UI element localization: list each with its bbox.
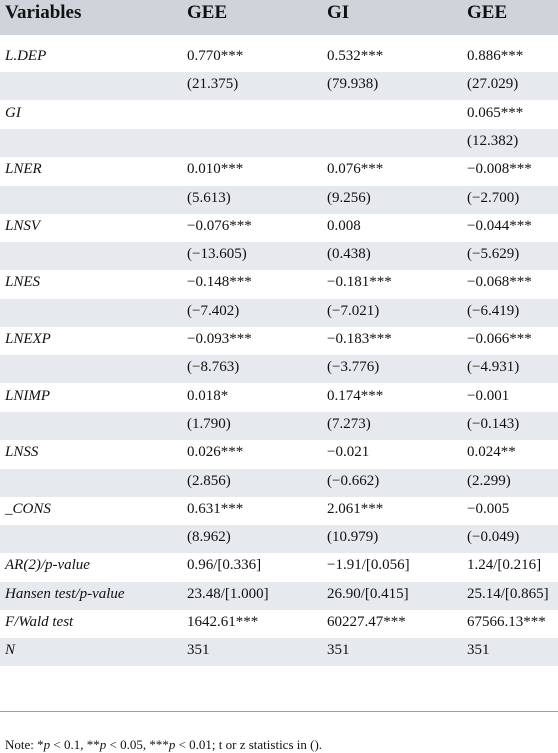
- value-cell: (−0.143): [467, 415, 520, 432]
- header-gi: GI: [327, 2, 350, 23]
- value-cell: 351: [467, 642, 490, 659]
- value-cell: 0.532***: [327, 48, 384, 64]
- value-cell: 0.174***: [327, 387, 384, 404]
- table-row: [0, 469, 558, 497]
- value-cell: (21.375): [187, 76, 239, 93]
- table-note: Note: *p < 0.1, **p < 0.05, ***p < 0.01; t or z statistics in ().: [5, 737, 323, 752]
- value-cell: 0.065***: [467, 104, 524, 121]
- value-cell: −0.068***: [467, 274, 532, 291]
- value-cell: 0.008: [327, 217, 361, 234]
- variable-cell: LNER: [5, 161, 42, 178]
- value-cell: (−0.662): [327, 472, 380, 489]
- value-cell: (−7.021): [327, 302, 380, 319]
- value-cell: (12.382): [467, 132, 519, 149]
- table-row: [0, 186, 558, 214]
- table-row: [0, 44, 558, 72]
- table-row: [0, 384, 558, 412]
- table-row: [0, 72, 558, 100]
- table-row: [0, 327, 558, 355]
- table-row: [0, 638, 558, 666]
- table-row: [0, 129, 558, 157]
- header-gee-1: GEE: [187, 2, 228, 23]
- value-cell: (2.856): [187, 472, 231, 489]
- value-cell: (27.029): [467, 76, 519, 93]
- value-cell: −0.148***: [187, 274, 252, 291]
- value-cell: 26.90/[0.415]: [327, 585, 409, 602]
- variable-cell: N: [5, 642, 16, 659]
- table-row: [0, 553, 558, 581]
- variable-cell: F/Wald test: [5, 614, 74, 630]
- table-header: [0, 0, 558, 35]
- table-row: [0, 355, 558, 383]
- variable-cell: Hansen test/p-value: [5, 585, 125, 602]
- table-row: [0, 214, 558, 242]
- value-cell: 0.886***: [467, 48, 524, 64]
- header-variables: Variables: [5, 2, 82, 23]
- table-row: [0, 525, 558, 553]
- value-cell: 25.14/[0.865]: [467, 585, 549, 602]
- variable-cell: AR(2)/p-value: [5, 557, 90, 574]
- variable-cell: LNSV: [5, 217, 41, 234]
- value-cell: (−2.700): [467, 189, 520, 206]
- value-cell: 0.026***: [187, 444, 244, 461]
- value-cell: 0.770***: [187, 48, 244, 64]
- value-cell: 60227.47***: [327, 614, 406, 630]
- value-cell: 351: [187, 642, 210, 659]
- value-cell: 0.631***: [187, 500, 244, 517]
- value-cell: 67566.13***: [467, 614, 546, 630]
- value-cell: (79.938): [327, 76, 379, 93]
- value-cell: 2.061***: [327, 500, 384, 517]
- value-cell: −0.021: [327, 444, 370, 461]
- variable-cell: L.DEP: [5, 48, 47, 64]
- value-cell: 0.010***: [187, 161, 244, 178]
- table-bottom-rule: [0, 711, 558, 712]
- value-cell: (7.273): [327, 415, 371, 432]
- table-row: [0, 299, 558, 327]
- value-cell: 351: [327, 642, 350, 659]
- value-cell: −0.005: [467, 500, 510, 517]
- table-row: [0, 610, 558, 638]
- value-cell: 1.24/[0.216]: [467, 557, 542, 574]
- variable-cell: LNSS: [5, 444, 39, 461]
- value-cell: −1.91/[0.056]: [327, 557, 410, 574]
- variable-cell: GI: [5, 104, 21, 121]
- value-cell: (9.256): [327, 189, 371, 206]
- value-cell: (−4.931): [467, 359, 520, 376]
- variable-cell: LNES: [5, 274, 41, 291]
- value-cell: (8.962): [187, 529, 231, 546]
- table-row: [0, 582, 558, 610]
- table-row: [0, 412, 558, 440]
- table-row: [0, 242, 558, 270]
- value-cell: (−7.402): [187, 302, 240, 319]
- value-cell: −0.181***: [327, 274, 392, 291]
- value-cell: (−0.049): [467, 529, 520, 546]
- variable-cell: LNIMP: [5, 387, 50, 404]
- value-cell: (10.979): [327, 529, 379, 546]
- value-cell: 0.96/[0.336]: [187, 557, 262, 574]
- value-cell: (−6.419): [467, 302, 520, 319]
- value-cell: (−3.776): [327, 359, 380, 376]
- table-row: [0, 157, 558, 185]
- value-cell: −0.093***: [187, 331, 252, 347]
- value-cell: 23.48/[1.000]: [187, 585, 269, 602]
- value-cell: 0.076***: [327, 161, 384, 178]
- value-cell: −0.001: [467, 387, 510, 404]
- value-cell: 0.018*: [187, 387, 229, 404]
- table-row: [0, 440, 558, 468]
- value-cell: (0.438): [327, 246, 371, 263]
- table-row: [0, 101, 558, 129]
- value-cell: (−5.629): [467, 246, 520, 263]
- value-cell: −0.183***: [327, 331, 392, 347]
- value-cell: (1.790): [187, 415, 231, 432]
- value-cell: 0.024**: [467, 444, 516, 461]
- header-gee-2: GEE: [467, 2, 508, 23]
- value-cell: −0.066***: [467, 331, 532, 347]
- value-cell: −0.008***: [467, 161, 532, 178]
- variable-cell: _CONS: [5, 500, 51, 517]
- value-cell: 1642.61***: [187, 614, 259, 630]
- value-cell: −0.076***: [187, 217, 252, 234]
- table-row: [0, 270, 558, 298]
- value-cell: (−8.763): [187, 359, 240, 376]
- variable-cell: LNEXP: [5, 331, 51, 347]
- value-cell: −0.044***: [467, 217, 532, 234]
- table-row: [0, 497, 558, 525]
- value-cell: (5.613): [187, 189, 231, 206]
- value-cell: (2.299): [467, 472, 511, 489]
- value-cell: (−13.605): [187, 246, 247, 263]
